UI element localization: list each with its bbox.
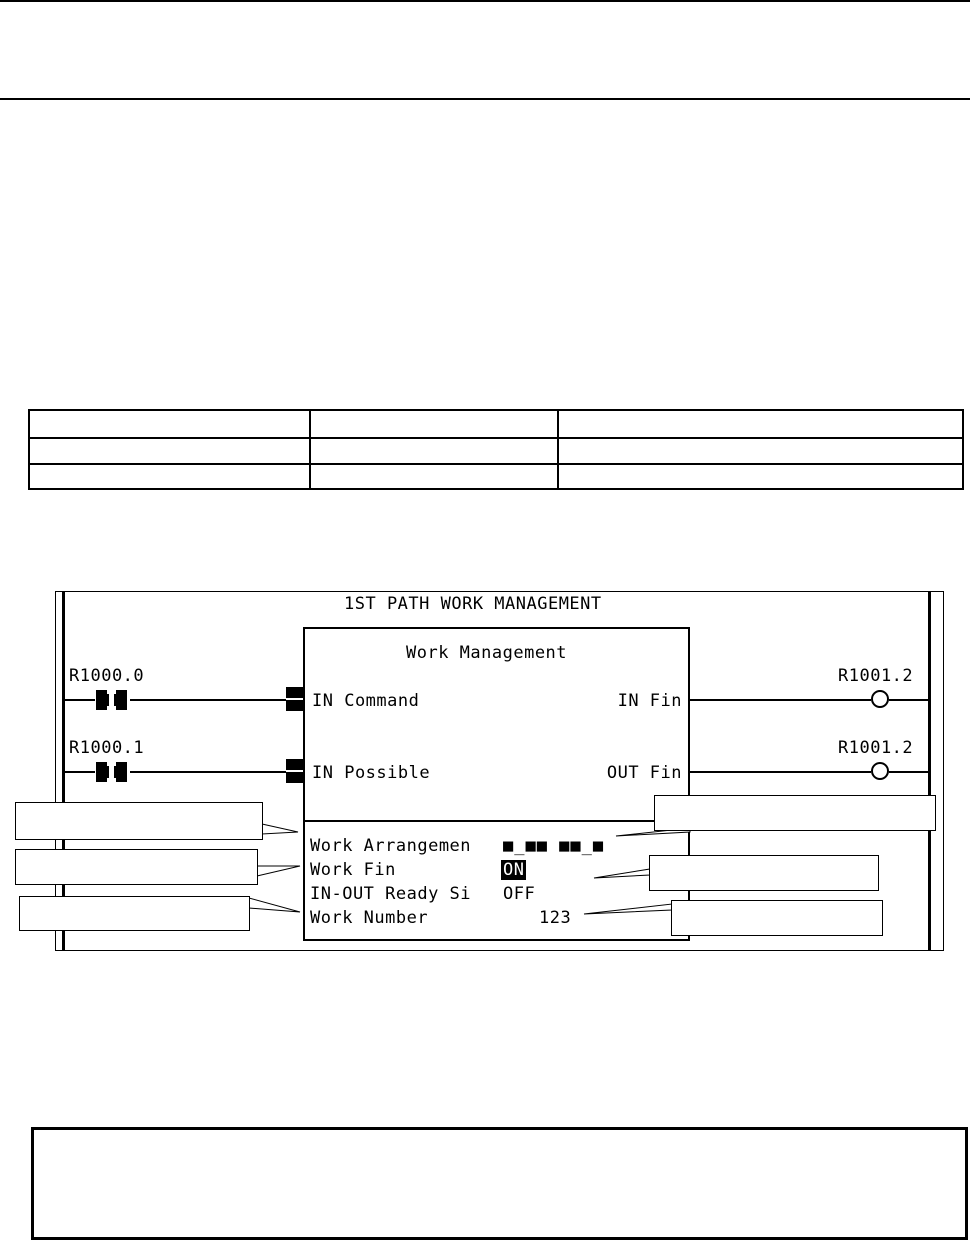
contact-symbol[interactable] (94, 690, 130, 710)
contact-symbol[interactable] (94, 762, 130, 782)
rung-wire (130, 699, 286, 701)
input-pin (286, 759, 304, 783)
field-label-work-arrangement: Work Arrangemen (310, 836, 472, 856)
coil-symbol[interactable] (871, 762, 889, 780)
callout-box (19, 896, 250, 931)
field-label-work-fin: Work Fin (310, 860, 396, 880)
contact-address-label: R1000.1 (69, 738, 145, 758)
rung-wire (690, 699, 871, 701)
header-rule (0, 98, 970, 100)
screen-title: 1ST PATH WORK MANAGEMENT (344, 594, 602, 614)
function-block[interactable] (303, 627, 690, 941)
rung-wire (889, 699, 929, 701)
rung-wire (690, 771, 871, 773)
callout-box (654, 795, 936, 831)
field-value-work-arrangement: ■_■■ ■■_■ (503, 836, 605, 856)
callout-box (671, 900, 883, 936)
field-label-work-number: Work Number (310, 908, 429, 928)
top-rule (0, 0, 970, 2)
input-pin (286, 687, 304, 711)
callout-box (15, 802, 263, 840)
rung-wire (65, 771, 95, 773)
table-row (30, 439, 962, 465)
table-column-divider (557, 411, 559, 488)
field-label-in-out-ready: IN-OUT Ready Si (310, 884, 472, 904)
rung-wire (65, 699, 95, 701)
rung-wire (130, 771, 286, 773)
function-block-title: Work Management (406, 643, 568, 663)
coil-address-label: R1001.2 (838, 666, 914, 686)
input-label-in-possible: IN Possible (312, 763, 431, 783)
output-label-out-fin: OUT Fin (606, 763, 682, 783)
spec-table (28, 409, 964, 490)
note-box (31, 1127, 968, 1240)
coil-symbol[interactable] (871, 690, 889, 708)
function-block-divider (305, 820, 688, 822)
contact-address-label: R1000.0 (69, 666, 145, 686)
coil-address-label: R1001.2 (838, 738, 914, 758)
input-label-in-command: IN Command (312, 691, 420, 711)
table-header-row (30, 411, 962, 439)
output-label-in-fin: IN Fin (617, 691, 682, 711)
callout-box (15, 849, 258, 885)
field-value-in-out-ready: OFF (503, 884, 536, 904)
field-value-work-number: 123 (539, 908, 572, 928)
table-column-divider (309, 411, 311, 488)
field-value-work-fin: ON (503, 860, 525, 880)
callout-box (649, 855, 879, 891)
rung-wire (889, 771, 929, 773)
table-row (30, 465, 962, 488)
